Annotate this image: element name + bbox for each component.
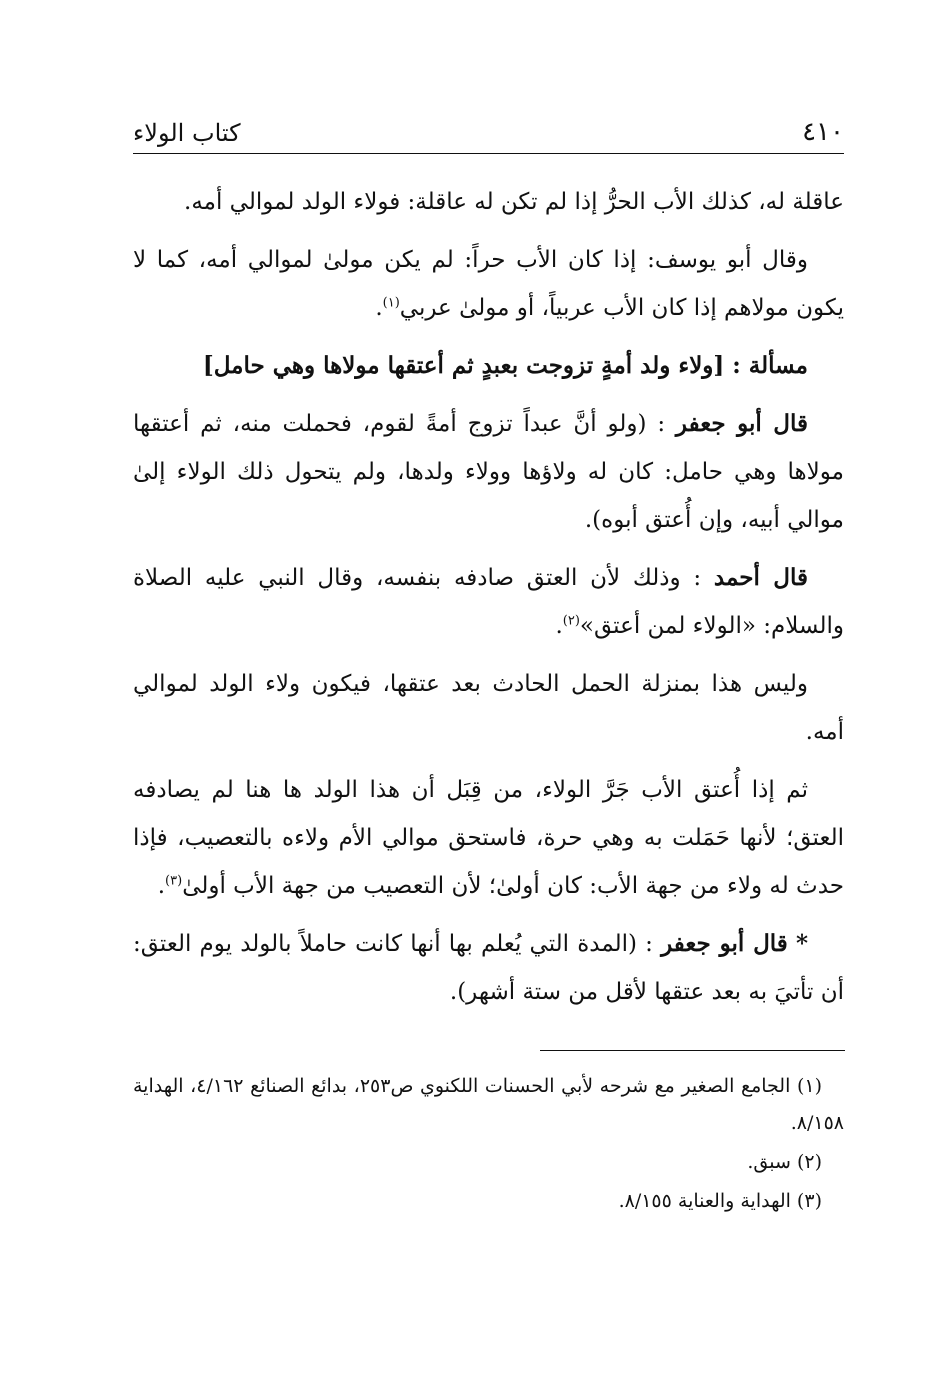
footnote-2: (٢) سبق. bbox=[747, 1151, 822, 1173]
footnote-ref-3[interactable]: (٣) bbox=[165, 873, 183, 889]
star-marker: * bbox=[795, 930, 808, 957]
footnote-ref-1[interactable]: (١) bbox=[382, 295, 400, 311]
speaker-abu-jafar: قال أبو جعفر bbox=[675, 410, 809, 437]
section-heading: مسألة : [ولاء ولد أمةٍ تزوجت بعبدٍ ثم أعتقها مولاها وهي حامل] bbox=[202, 352, 808, 379]
speaker-abu-jafar-2: قال أبو جعفر bbox=[661, 930, 788, 957]
footnotes bbox=[133, 1068, 844, 1222]
paragraph-1: عاقلة له، كذلك الأب الحرُّ إذا لم تكن له عاقلة: فولاء الولد لموالي أمه. bbox=[184, 189, 844, 215]
running-header bbox=[133, 108, 844, 154]
paragraph-6: ثم إذا أُعتق الأب جَرَّ الولاء، من قِبَل أن هذا الولد ها هنا لم يصادفه العتق؛ لأنها حَمَلت به وهي حرة، فاستحق موالي الأم ولاءه بالتعصيب، فإذا حدث له ولاء من جهة الأب: كان أولىٰ؛ لأن التعصيب من جهة الأب أولىٰ$^{(٣)}$. bbox=[133, 777, 844, 899]
footnote-1: (١) الجامع الصغير مع شرحه لأبي الحسنات اللكنوي ص٢٥٣، بدائع الصنائع ٤/١٦٢، الهداية ٨/١٥٨. bbox=[133, 1075, 844, 1134]
paragraph-2: وقال أبو يوسف: إذا كان الأب حراً: لم يكن مولىٰ لموالي أمه، كما لا يكون مولاهم إذا كان الأب عربياً، أو مولىٰ عربي$^{(١)}$. bbox=[133, 247, 844, 321]
body-text bbox=[133, 178, 844, 1026]
footnote-3: (٣) الهداية والعناية ٨/١٥٥. bbox=[618, 1190, 822, 1212]
paragraph-4: قال أحمد : وذلك لأن العتق صادفه بنفسه، وقال النبي عليه الصلاة والسلام: «الولاء لمن أعتق»$^{(٢)}$. bbox=[133, 564, 844, 639]
footnote-ref-2[interactable]: (٢) bbox=[562, 613, 580, 629]
paragraph-7: * قال أبو جعفر : (المدة التي يُعلم بها أنها كانت حاملاً بالولد يوم العتق: أن تأتيَ به بعد عتقها لأقل من ستة أشهر). bbox=[133, 930, 844, 1005]
chapter-title: كتاب الولاء bbox=[133, 119, 241, 147]
speaker-ahmad: قال أحمد bbox=[713, 564, 809, 591]
page-number: ٤١٠ bbox=[802, 117, 844, 147]
paragraph-5: وليس هذا بمنزلة الحمل الحادث بعد عتقها، فيكون ولاء الولد لموالي أمه. bbox=[133, 671, 844, 745]
paragraph-3: قال أبو جعفر : (ولو أنَّ عبداً تزوج أمةً لقوم، فحملت منه، ثم أعتقها مولاها وهي حامل: كان له ولاؤها وولاء ولدها، ولم يتحول ذلك الولاء إلىٰ موالي أبيه، وإن أُعتق أبوه). bbox=[133, 410, 844, 533]
footnote-divider bbox=[540, 1050, 845, 1051]
